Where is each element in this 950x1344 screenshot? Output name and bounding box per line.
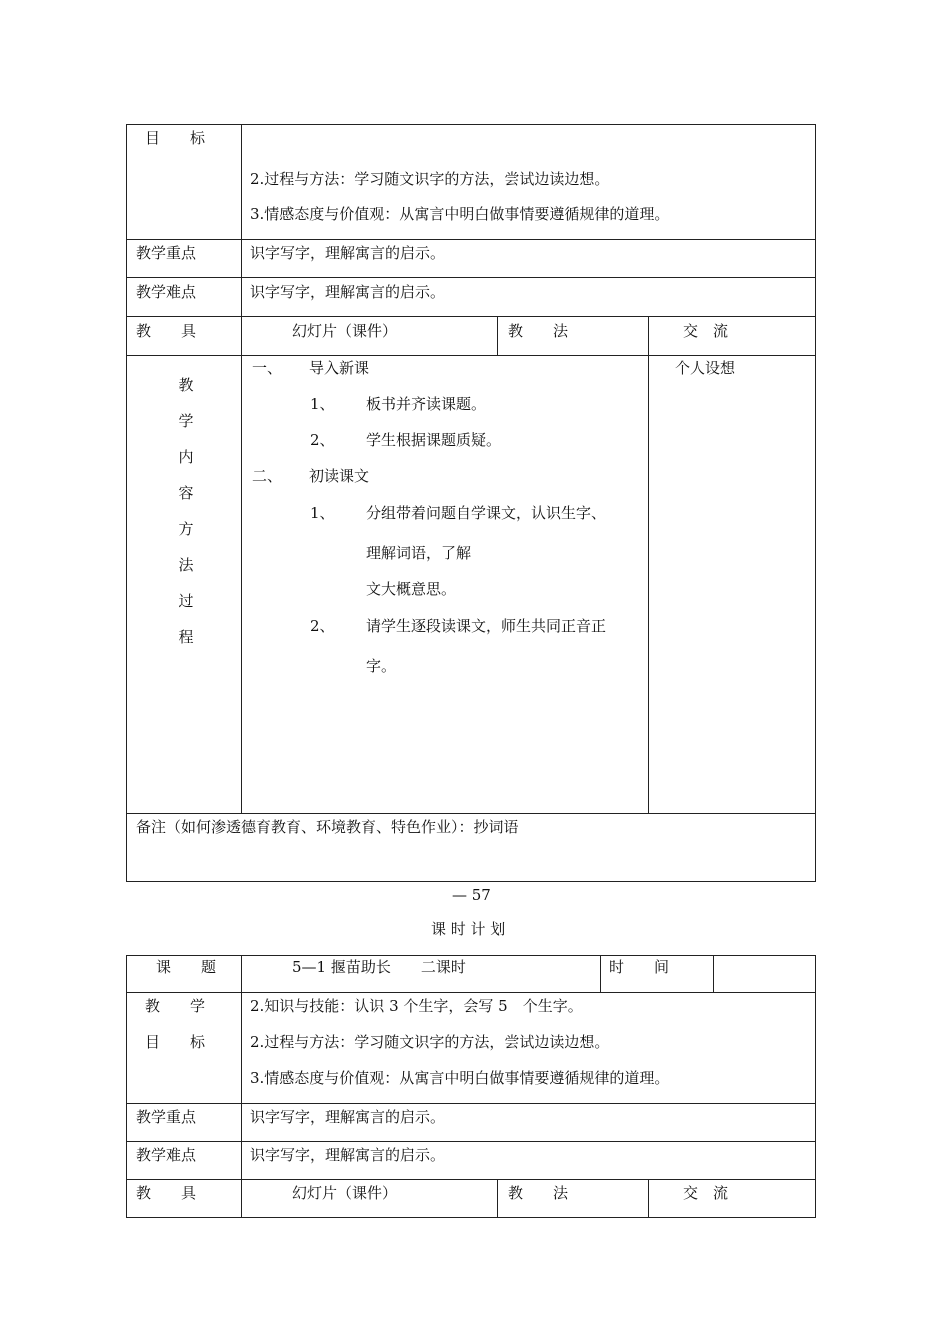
key-point-label: 教学重点: [136, 1108, 197, 1126]
time-label: 时 间: [609, 958, 670, 976]
process-label-char: 过: [178, 592, 194, 610]
process-label-char: 程: [178, 628, 194, 646]
method-value: 交 流: [683, 1184, 729, 1202]
target-label: 目 标: [145, 129, 206, 147]
process-label-char: 法: [178, 556, 194, 574]
key-point-text: 识字写字，理解寓言的启示。: [250, 244, 446, 262]
item-text: 理解词语，了解: [366, 544, 472, 562]
item-text: 请学生逐段读课文，师生共同正音正: [366, 617, 607, 635]
item-text: 学生根据课题质疑。: [366, 431, 502, 449]
section-number: 二、: [252, 467, 283, 485]
difficulty-text: 识字写字，理解寓言的启示。: [250, 283, 446, 301]
section-title: 导入新课: [309, 359, 370, 377]
personal-ideas-label: 个人设想: [675, 359, 736, 377]
item-text: 板书并齐读课题。: [366, 395, 487, 413]
tools-label: 教 具: [136, 1184, 197, 1202]
item-number: 2、: [310, 617, 335, 635]
item-text: 分组带着问题自学课文，认识生字、: [366, 504, 607, 522]
tools-value: 幻灯片（课件）: [292, 322, 398, 340]
topic-value: 5—1 揠苗助长 二课时: [292, 958, 466, 976]
process-label-char: 方: [178, 520, 194, 538]
method-label: 教 法: [508, 1184, 569, 1202]
section-title: 初读课文: [309, 467, 370, 485]
remark-text: 备注（如何渗透德育教育、环境教育、特色作业）：抄词语: [136, 818, 519, 836]
method-label: 教 法: [508, 322, 569, 340]
goal-line: 2.过程与方法：学习随文识字的方法，尝试边读边想。: [250, 1033, 610, 1051]
process-label-char: 内: [178, 448, 194, 466]
item-number: 2、: [310, 431, 335, 449]
section-number: 一、: [252, 359, 283, 377]
item-text: 字。: [366, 657, 397, 675]
topic-label: 课 题: [156, 958, 217, 976]
goal-line: 2.知识与技能：认识 3 个生字，会写 5 个生字。: [250, 997, 583, 1015]
method-value: 交 流: [683, 322, 729, 340]
tools-value: 幻灯片（课件）: [292, 1184, 398, 1202]
item-number: 1、: [310, 395, 335, 413]
goal-line: 3.情感态度与价值观：从寓言中明白做事情要遵循规律的道理。: [250, 1069, 670, 1087]
process-label-char: 教: [178, 376, 194, 394]
difficulty-text: 识字写字，理解寓言的启示。: [250, 1146, 446, 1164]
key-point-text: 识字写字，理解寓言的启示。: [250, 1108, 446, 1126]
item-text: 文大概意思。: [366, 580, 457, 598]
target-line: 2.过程与方法：学习随文识字的方法，尝试边读边想。: [250, 170, 610, 188]
tools-label: 教 具: [136, 322, 197, 340]
process-label-char: 学: [178, 412, 194, 430]
item-number: 1、: [310, 504, 335, 522]
process-label-char: 容: [178, 484, 194, 502]
page-number: — 57: [452, 886, 491, 904]
section-title: 课 时 计 划: [431, 920, 506, 938]
key-point-label: 教学重点: [136, 244, 197, 262]
goal-label: 目 标: [145, 1033, 206, 1051]
goal-label: 教 学: [145, 997, 206, 1015]
difficulty-label: 教学难点: [136, 1146, 197, 1164]
target-line: 3.情感态度与价值观：从寓言中明白做事情要遵循规律的道理。: [250, 205, 670, 223]
difficulty-label: 教学难点: [136, 283, 197, 301]
